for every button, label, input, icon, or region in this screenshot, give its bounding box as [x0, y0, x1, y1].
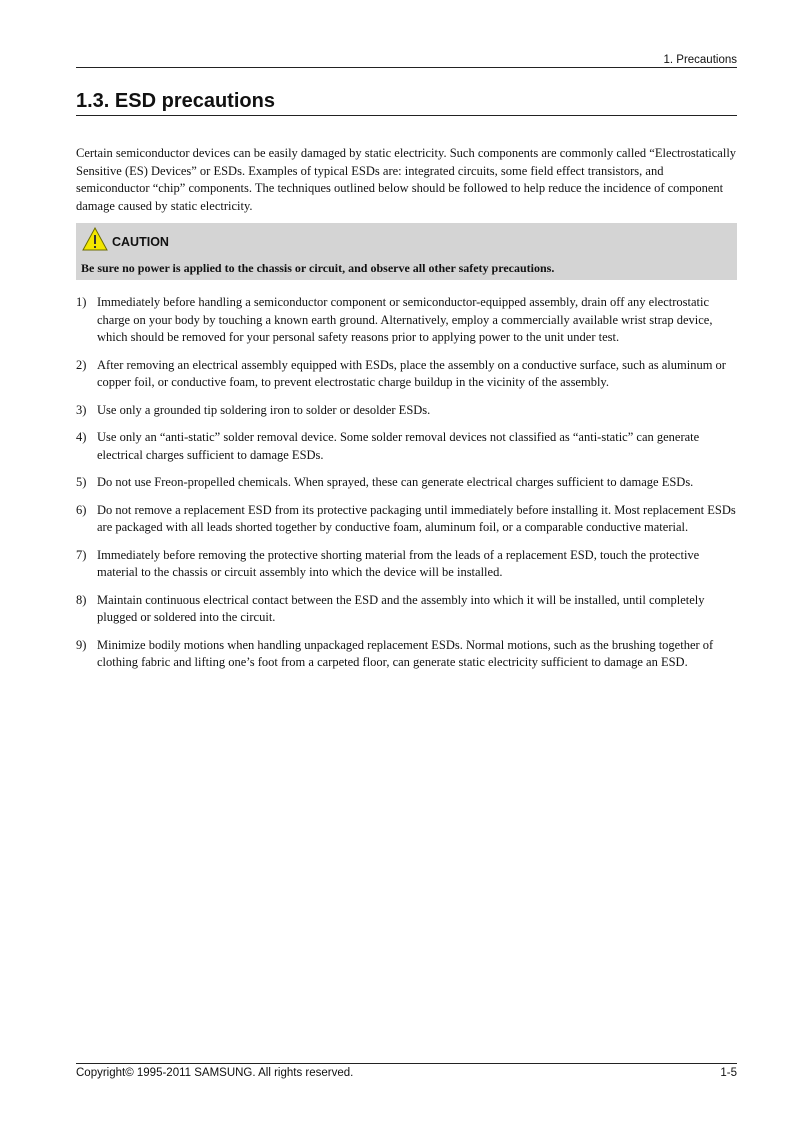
list-item	[76, 547, 737, 582]
step-text: Do not remove a replacement ESD from its protective packaging until immediately before installing it. Most replacement ESDs are packaged with all leads shorted together by conductive foam, aluminum foil, or a comparable conductive material.	[97, 502, 736, 534]
list-item	[76, 429, 737, 464]
step-number: 3)	[76, 402, 87, 417]
running-header: 1. Precautions	[663, 54, 737, 66]
step-text: Maintain continuous electrical contact between the ESD and the assembly into which it will be installed, until completely plugged or soldered into the circuit.	[97, 592, 705, 624]
esd-steps-list	[76, 294, 737, 682]
step-number: 1)	[76, 295, 87, 309]
step-text: Minimize bodily motions when handling unpackaged replacement ESDs. Normal motions, such as the brushing together of clothing fabric and lifting one’s foot from a carpeted floor, can generate static electricity sufficient to damage an ESD.	[97, 637, 714, 669]
step-number: 7)	[76, 547, 87, 562]
step-text: Immediately before removing the protective shorting material from the leads of a replacement ESD, touch the protective material to the chassis or circuit assembly into which the device will be installed.	[97, 547, 700, 579]
step-text: Do not use Freon-propelled chemicals. When sprayed, these can generate electrical charges sufficient to damage ESDs.	[97, 475, 694, 489]
list-item	[76, 402, 737, 420]
step-number: 2)	[76, 357, 87, 372]
list-item	[76, 357, 737, 392]
footer-divider	[76, 1063, 737, 1064]
step-text: After removing an electrical assembly equipped with ESDs, place the assembly on a conductive surface, such as aluminum or copper foil, or conductive foam, to prevent electrostatic charge buildup in the vicinity of the assembly.	[97, 357, 726, 389]
step-number: 8)	[76, 592, 87, 607]
section-title: 1.3. ESD precautions	[76, 90, 275, 112]
step-number: 5)	[76, 475, 87, 489]
list-item	[76, 637, 737, 672]
header-divider	[76, 67, 737, 68]
caution-box	[76, 223, 737, 280]
step-number: 6)	[76, 502, 87, 517]
footer-copyright: Copyright© 1995-2011 SAMSUNG. All rights reserved.	[76, 1067, 354, 1079]
step-text: Use only a grounded tip soldering iron to solder or desolder ESDs.	[97, 402, 431, 417]
list-item	[76, 474, 737, 492]
step-text: Use only an “anti-static” solder removal device. Some solder removal devices not classified as “anti-static” can generate electrical charges sufficient to damage ESDs.	[97, 430, 700, 462]
step-text: Immediately before handling a semiconductor component or semiconductor-equipped assembly, drain off any electrostatic charge on your body by touching a known earth ground. Alternatively, employ a commercially available wrist strap device, which should be removed for your personal safety reasons prior to applying power to the unit under test.	[97, 295, 713, 344]
page-number: 1-5	[720, 1067, 737, 1079]
title-divider	[76, 115, 737, 116]
step-number: 4)	[76, 430, 87, 444]
step-number: 9)	[76, 637, 87, 652]
caution-text: Be sure no power is applied to the chassis or circuit, and observe all other safety precautions.	[81, 261, 555, 275]
warning-triangle-icon	[82, 227, 108, 251]
list-item	[76, 502, 737, 537]
intro-paragraph: Certain semiconductor devices can be easily damaged by static electricity. Such components are commonly called “Electrostatically Sensitive (ES) Devices” or ESDs. Examples of typical ESDs are: integrated circuits, some field effect transistors, and semiconductor “chip” components. The techniques outlined below should be followed to help reduce the incidence of component damage caused by static electricity.	[76, 146, 737, 213]
caution-label: CAUTION	[112, 235, 169, 249]
list-item	[76, 592, 737, 627]
list-item	[76, 294, 737, 347]
